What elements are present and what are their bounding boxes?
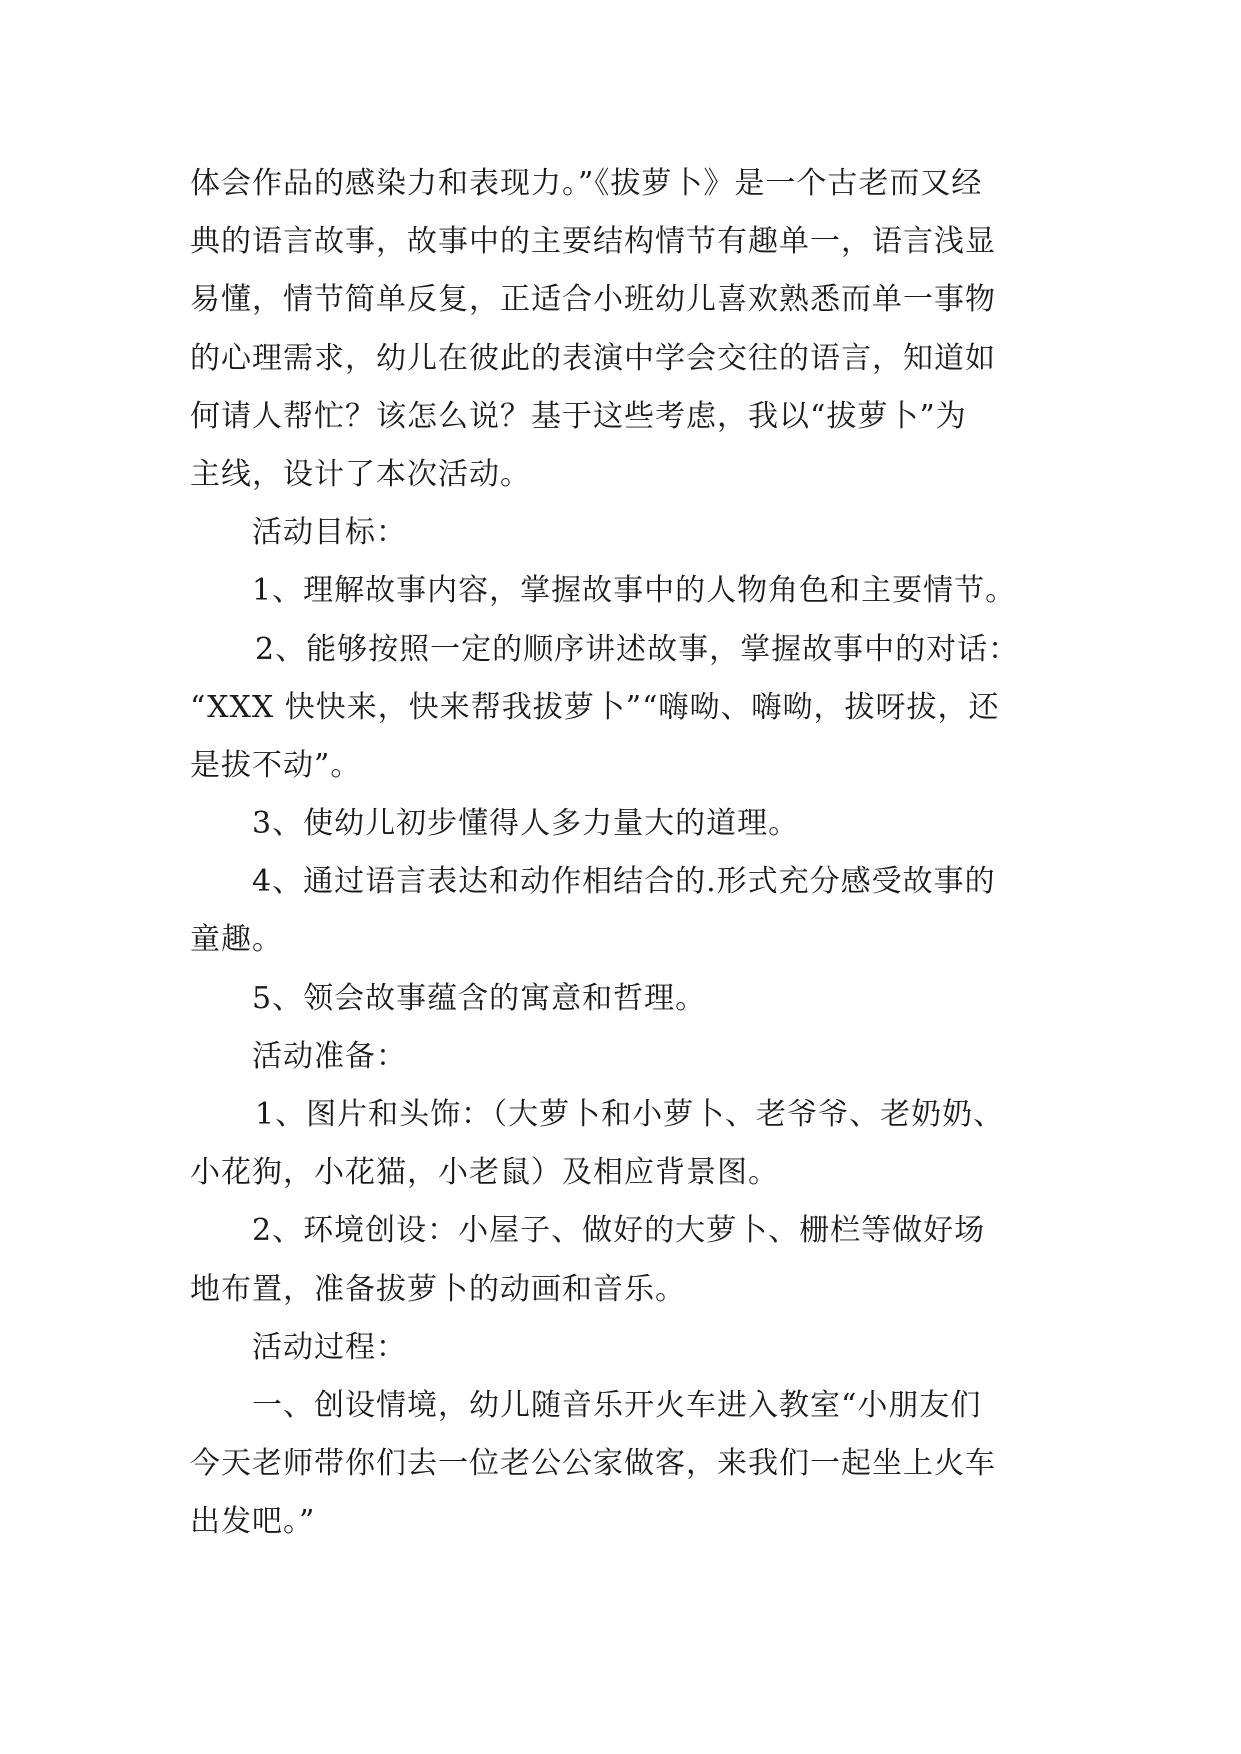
objective-item-4: 4、通过语言表达和动作相结合的.形式充分感受故事的 [252,864,996,900]
text-line: 小花狗，小花猫，小老鼠）及相应背景图。 [190,1155,779,1191]
preparation-item-1: 1、图片和头饰：（大萝卜和小萝卜、老爷爷、老奶奶、 [255,1097,1005,1132]
text-line: 童趣。 [190,922,283,958]
process-item-1: 一、创设情境，幼儿随音乐开火车进入教室“小朋友们 [252,1387,982,1423]
preparation-item-2: 2、环境创设：小屋子、做好的大萝卜、栅栏等做好场 [252,1213,986,1249]
objective-item-2: 2、能够按照一定的顺序讲述故事，掌握故事中的对话： [255,631,1020,667]
objective-item-5: 5、领会故事蕴含的寓意和哲理。 [252,980,707,1016]
text-line: 易懂，情节简单反复，正适合小班幼儿喜欢熟悉而单一事物 [190,282,996,318]
section-heading-process: 活动过程： [252,1329,407,1365]
text-line: “XXX 快快来，快来帮我拔萝卜”“嗨呦、嗨呦，拔呀拔，还 [190,689,1000,725]
document-body [190,155,1080,1552]
objective-item-1: 1、理解故事内容，掌握故事中的人物角色和主要情节。 [252,573,1017,609]
text-line: 是拔不动”。 [190,747,362,783]
text-line: 典的语言故事，故事中的主要结构情节有趣单一，语言浅显 [190,224,996,260]
text-line: 出发吧。” [190,1504,316,1540]
objective-item-3: 3、使幼儿初步懂得人多力量大的道理。 [252,806,800,842]
text-line: 何请人帮忙？该怎么说？基于这些考虑，我以“拔萝卜”为 [190,398,967,434]
section-heading-objectives: 活动目标： [252,515,407,551]
text-line: 体会作品的感染力和表现力。”《拔萝卜》是一个古老而又经 [190,166,983,201]
text-line: 今天老师带你们去一位老公公家做客，来我们一起坐上火车 [190,1446,996,1482]
text-line: 主线，设计了本次活动。 [190,456,531,492]
section-heading-preparation: 活动准备： [252,1038,407,1074]
text-line: 地布置，准备拔萝卜的动画和音乐。 [190,1271,686,1307]
text-line: 的心理需求，幼儿在彼此的表演中学会交往的语言，知道如 [190,340,996,376]
